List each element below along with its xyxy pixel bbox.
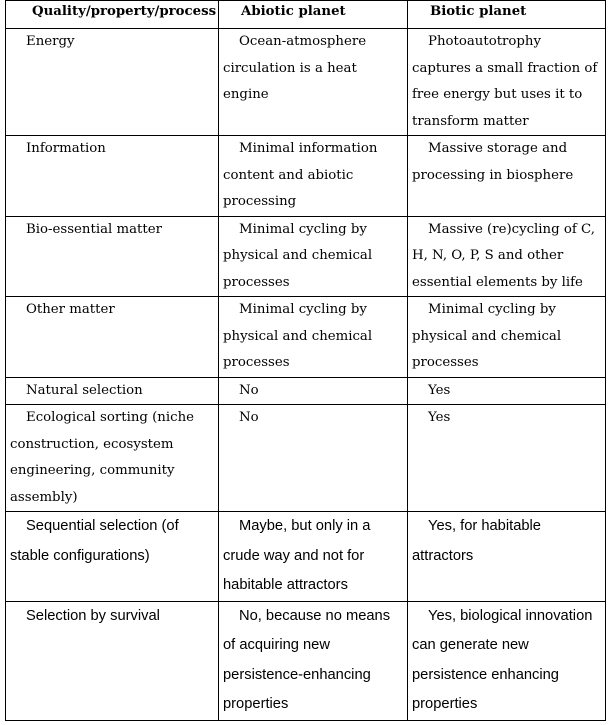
header-quality: Quality/property/process xyxy=(6,1,219,29)
cell-quality: Information xyxy=(6,136,219,217)
cell-biotic: Massive storage and processing in biosphere xyxy=(408,136,606,217)
table-row xyxy=(6,297,606,378)
table-row xyxy=(6,601,606,720)
cell-biotic: Minimal cycling by physical and chemical processes xyxy=(408,297,606,378)
table-row xyxy=(6,29,606,136)
table-header-row xyxy=(6,1,606,29)
cell-quality: Energy xyxy=(6,29,219,136)
cell-biotic: Yes, biological innovation can generate new persistence enhancing properties xyxy=(408,601,606,720)
cell-abiotic: No xyxy=(219,377,408,405)
table-row xyxy=(6,377,606,405)
cell-biotic: Yes xyxy=(408,377,606,405)
header-biotic: Biotic planet xyxy=(408,1,606,29)
cell-abiotic: Maybe, but only in a crude way and not for habitable attractors xyxy=(219,512,408,602)
cell-abiotic: Minimal cycling by physical and chemical processes xyxy=(219,297,408,378)
cell-quality: Selection by survival xyxy=(6,601,219,720)
cell-abiotic: No xyxy=(219,405,408,512)
cell-abiotic: Minimal information content and abiotic processing xyxy=(219,136,408,217)
table-row xyxy=(6,136,606,217)
cell-quality: Other matter xyxy=(6,297,219,378)
cell-abiotic: Minimal cycling by physical and chemical processes xyxy=(219,216,408,297)
comparison-table xyxy=(5,0,606,721)
table-row xyxy=(6,512,606,602)
cell-abiotic: Ocean-atmosphere circulation is a heat engine xyxy=(219,29,408,136)
cell-quality: Bio-essential matter xyxy=(6,216,219,297)
cell-quality: Ecological sorting (niche construction, ecosystem engineering, community assembly) xyxy=(6,405,219,512)
cell-quality: Sequential selection (of stable configurations) xyxy=(6,512,219,602)
header-abiotic: Abiotic planet xyxy=(219,1,408,29)
cell-biotic: Yes xyxy=(408,405,606,512)
cell-biotic: Yes, for habitable attractors xyxy=(408,512,606,602)
cell-biotic: Massive (re)cycling of C, H, N, O, P, S and other essential elements by life xyxy=(408,216,606,297)
table-row xyxy=(6,405,606,512)
cell-quality: Natural selection xyxy=(6,377,219,405)
cell-biotic: Photoautotrophy captures a small fraction of free energy but uses it to transform matter xyxy=(408,29,606,136)
cell-abiotic: No, because no means of acquiring new persistence-enhancing properties xyxy=(219,601,408,720)
table-row xyxy=(6,216,606,297)
